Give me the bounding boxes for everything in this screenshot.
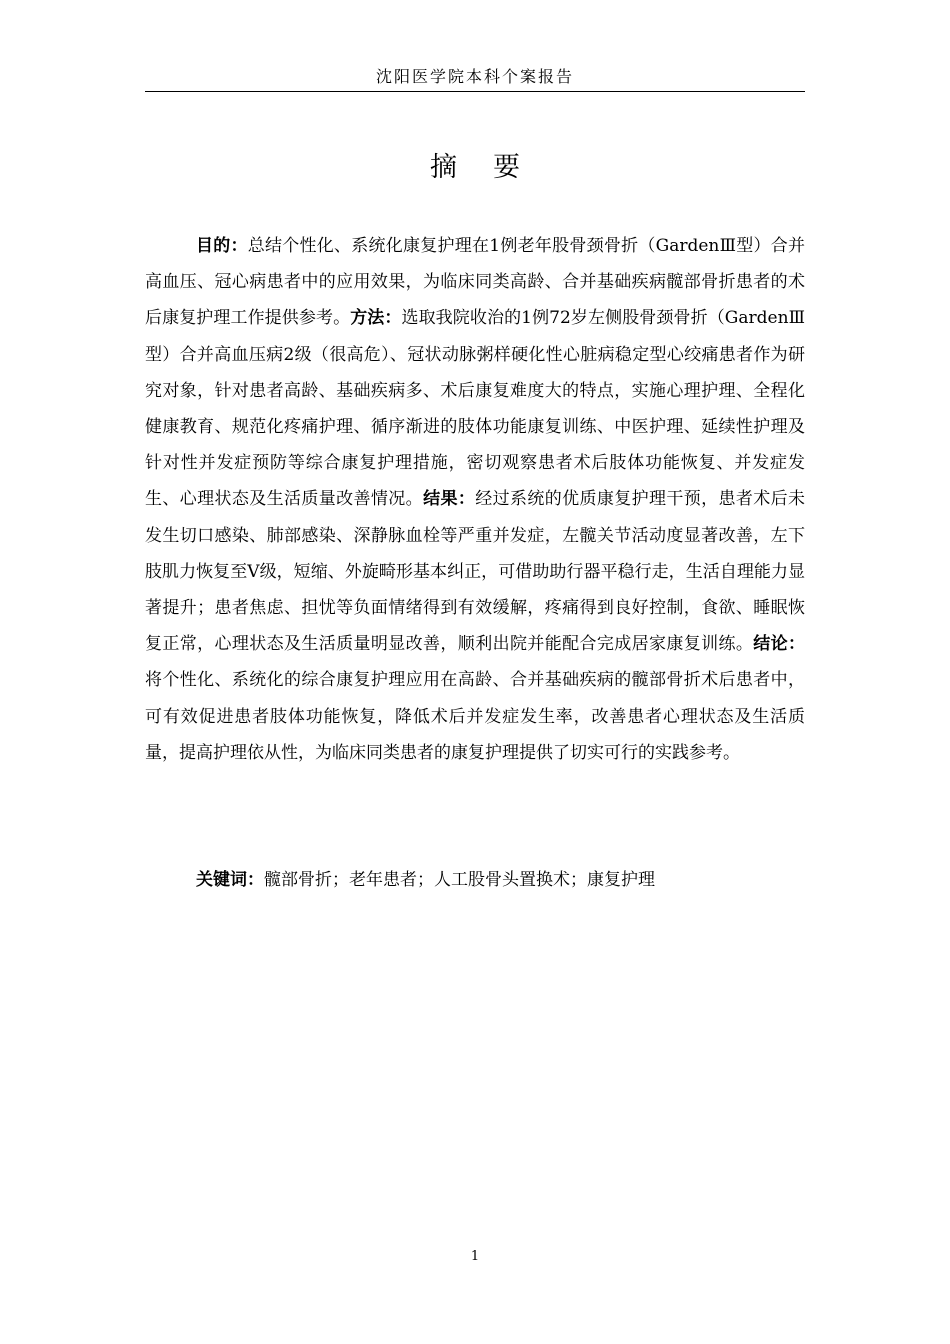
keywords-line — [145, 862, 805, 898]
result-label: 结果： — [423, 489, 476, 510]
method-text: 选取我院收治的1例72岁左侧股骨颈骨折（GardenⅢ型）合并高血压病2级（很高危）、冠状动脉粥样硬化性心脏病稳定型心绞痛患者作为研究对象，针对患者高龄、基础疾病多、术后康复难度大的特点，实施心理护理、全程化健康教育、规范化疼痛护理、循序渐进的肢体功能康复训练、中医护理、延续性护理及针对性并发症预防等综合康复护理措施，密切观察患者术后肢体功能恢复、并发症发生、心理状态及生活质量改善情况。 — [145, 308, 806, 510]
header-divider — [145, 91, 805, 92]
objective-text: 总结个性化、系统化康复护理在1例老年股骨颈骨折（GardenⅢ型）合并高血压、冠心病患者中的应用效果，为临床同类高龄、合并基础疾病髋部骨折患者的术后康复护理工作提供参考。 — [145, 236, 806, 329]
result-text: 经过系统的优质康复护理干预，患者术后未发生切口感染、肺部感染、深静脉血栓等严重并发症，左髋关节活动度显著改善，左下肢肌力恢复至Ⅴ级，短缩、外旋畸形基本纠正，可借助助行器平稳行走，生活自理能力显著提升；患者焦虑、担忧等负面情绪得到有效缓解，疼痛得到良好控制，食欲、睡眠恢复正常，心理状态及生活质量明显改善，顺利出院并能配合完成居家康复训练。 — [145, 489, 806, 655]
objective-label: 目的： — [196, 236, 248, 256]
page-header: 沈阳医学院本科个案报告 — [375, 67, 574, 86]
method-label: 方法： — [350, 308, 402, 329]
keywords-text: 髋部骨折；老年患者；人工股骨头置换术；康复护理 — [264, 870, 655, 890]
keywords-label: 关键词： — [196, 870, 264, 890]
conclusion-label: 结论： — [753, 634, 806, 655]
abstract-body — [145, 228, 805, 771]
conclusion-text: 将个性化、系统化的综合康复护理应用在高龄、合并基础疾病的髋部骨折术后患者中，可有效促进患者肢体功能恢复，降低术后并发症发生率，改善患者心理状态及生活质量，提高护理依从性，为临床同类患者的康复护理提供了切实可行的实践参考。 — [145, 670, 805, 763]
page-number: 1 — [470, 1249, 480, 1264]
abstract-title: 摘要 — [430, 152, 556, 183]
